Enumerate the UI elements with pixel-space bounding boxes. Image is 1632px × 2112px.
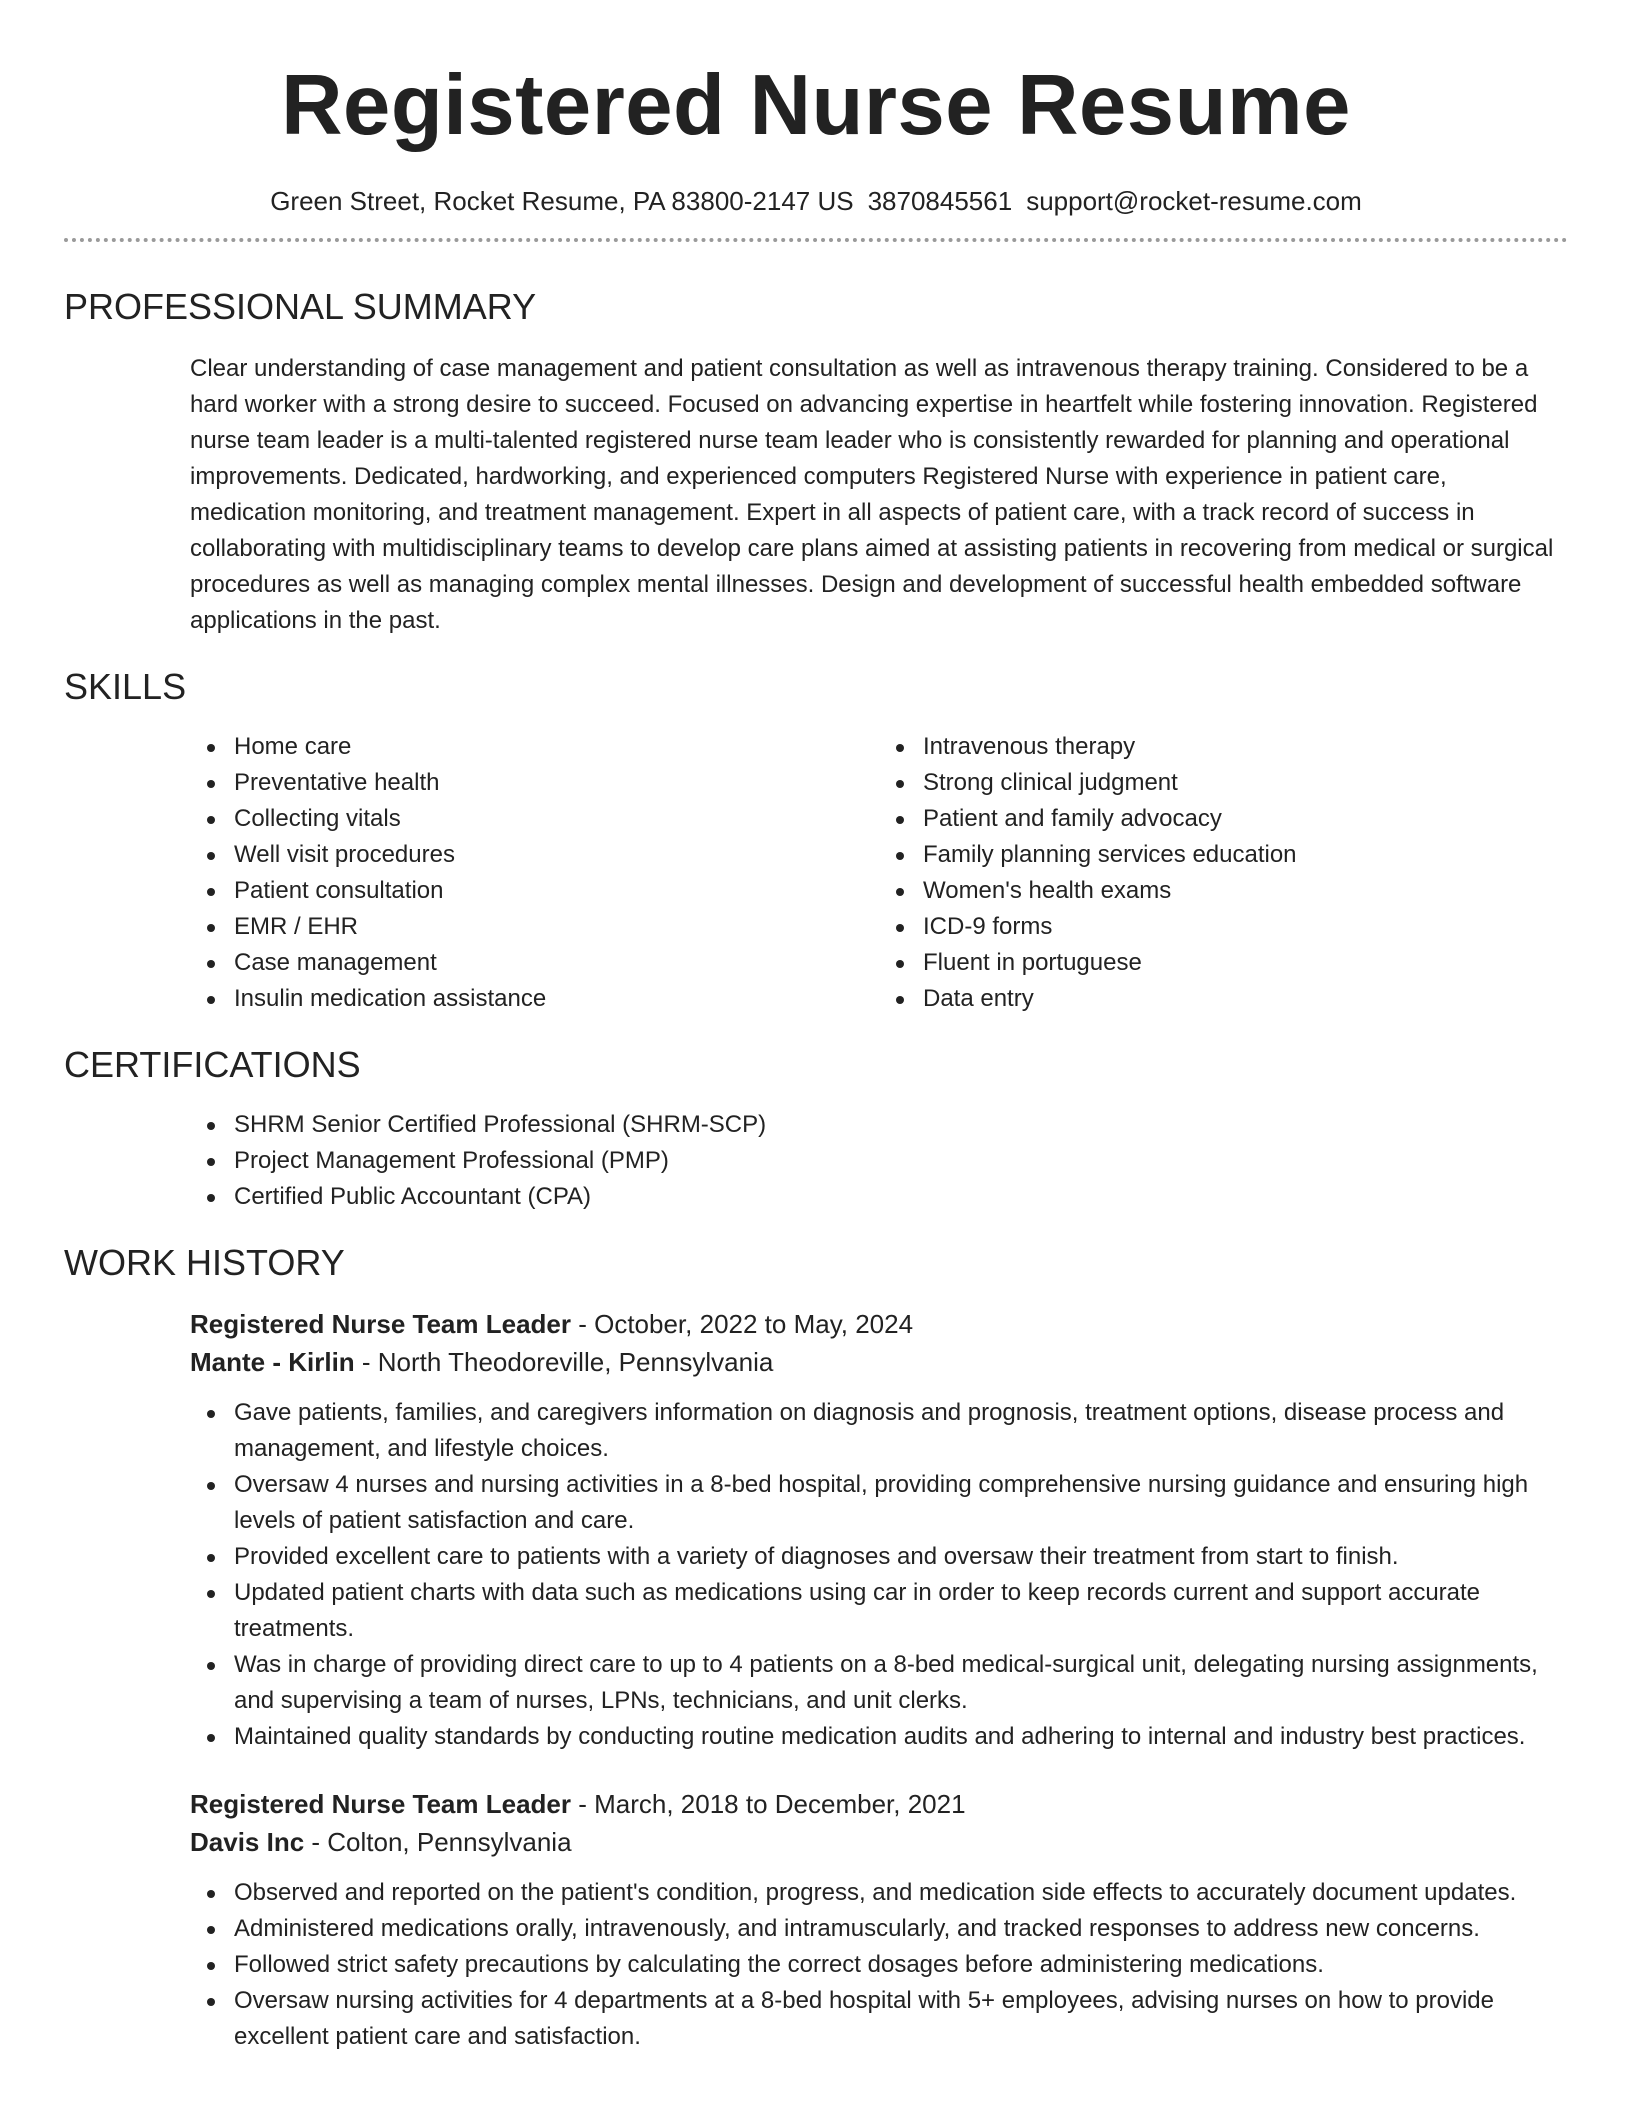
skill-item: Women's health exams [923,873,1568,909]
skill-item: Patient and family advocacy [923,801,1568,837]
responsibility-item: Oversaw 4 nurses and nursing activities in a 8-bed hospital, providing comprehensive nursing guidance and ensuring high levels of patient satisfaction and care. [234,1467,1568,1539]
certification-item: Project Management Professional (PMP) [234,1143,1568,1179]
contact-phone: 3870845561 [867,186,1013,216]
skill-item: Home care [234,729,879,765]
section-title-work-history: WORK HISTORY [64,1242,345,1283]
job-entry [190,1785,1568,2055]
job-dates: - March, 2018 to December, 2021 [571,1789,966,1819]
contact-line [64,184,1568,218]
job-dates: - October, 2022 to May, 2024 [571,1309,914,1339]
certification-item: Certified Public Accountant (CPA) [234,1179,1568,1215]
skill-item: Well visit procedures [234,837,879,873]
responsibility-item: Oversaw nursing activities for 4 departments at a 8-bed hospital with 5+ employees, advising nurses on how to provide excellent patient care and satisfaction. [234,1983,1568,2055]
skill-item: Intravenous therapy [923,729,1568,765]
job-responsibilities [190,1875,1568,2055]
responsibility-item: Followed strict safety precautions by calculating the correct dosages before administering medications. [234,1947,1568,1983]
job-title-line [190,1785,1568,1823]
certification-item: SHRM Senior Certified Professional (SHRM-SCP) [234,1107,1568,1143]
job-company-line [190,1343,1568,1381]
job-title: Registered Nurse Team Leader [190,1789,571,1819]
section-title-skills: SKILLS [64,666,187,707]
job-entry [190,1305,1568,1755]
header-divider [64,238,1568,242]
contact-address: Green Street, Rocket Resume, PA 83800-2147 US [270,186,854,216]
skill-item: Collecting vitals [234,801,879,837]
job-title: Registered Nurse Team Leader [190,1309,571,1339]
responsibility-item: Observed and reported on the patient's condition, progress, and medication side effects to accurately document updates. [234,1875,1568,1911]
responsibility-item: Provided excellent care to patients with a variety of diagnoses and oversaw their treatment from start to finish. [234,1539,1568,1575]
contact-email: support@rocket-resume.com [1026,186,1362,216]
responsibility-item: Updated patient charts with data such as medications using car in order to keep records current and support accurate treatments. [234,1575,1568,1647]
responsibility-item: Was in charge of providing direct care to up to 4 patients on a 8-bed medical-surgical unit, delegating nursing assignments, and supervising a team of nurses, LPNs, technicians, and unit clerks. [234,1647,1568,1719]
job-location: - Colton, Pennsylvania [304,1827,572,1857]
resume-title: Registered Nurse Resume [281,58,1351,153]
skill-item: Strong clinical judgment [923,765,1568,801]
skill-item: Insulin medication assistance [234,981,879,1017]
job-title-line [190,1305,1568,1343]
skill-item: Preventative health [234,765,879,801]
job-company: Davis Inc [190,1827,305,1857]
skills-list-left [190,729,879,1017]
skill-item: Family planning services education [923,837,1568,873]
job-location: - North Theodoreville, Pennsylvania [354,1347,774,1377]
skill-item: Fluent in portuguese [923,945,1568,981]
section-title-summary: PROFESSIONAL SUMMARY [64,286,537,327]
resume-page [64,0,1568,2055]
skills-list-right [879,729,1568,1017]
summary-text: Clear understanding of case management and patient consultation as well as intravenous therapy training. Considered to be a hard worker with a strong desire to succeed. Focused on advancing expertise in heartfelt while fostering innovation. Registered nurse team leader is a multi-talented registered nurse team leader who is consistently rewarded for planning and operational improvements. Dedicated, hardworking, and experienced computers Registered Nurse with experience in patient care, medication monitoring, and treatment management. Expert in all aspects of patient care, with a track record of success in collaborating with multidisciplinary teams to develop care plans aimed at assisting patients in recovering from medical or surgical procedures as well as managing complex mental illnesses. Design and development of successful health embedded software applications in the past. [190,355,1554,634]
skill-item: ICD-9 forms [923,909,1568,945]
responsibility-item: Gave patients, families, and caregivers information on diagnosis and prognosis, treatment options, disease process and management, and lifestyle choices. [234,1395,1568,1467]
job-responsibilities [190,1395,1568,1755]
job-company: Mante - Kirlin [190,1347,355,1377]
skills-columns [190,729,1568,1017]
skill-item: Patient consultation [234,873,879,909]
section-title-certifications: CERTIFICATIONS [64,1044,361,1085]
job-company-line [190,1823,1568,1861]
responsibility-item: Administered medications orally, intravenously, and intramuscularly, and tracked responses to address new concerns. [234,1911,1568,1947]
responsibility-item: Maintained quality standards by conducting routine medication audits and adhering to internal and industry best practices. [234,1719,1568,1755]
certifications-list [190,1107,1568,1215]
skill-item: Data entry [923,981,1568,1017]
skill-item: Case management [234,945,879,981]
skill-item: EMR / EHR [234,909,879,945]
